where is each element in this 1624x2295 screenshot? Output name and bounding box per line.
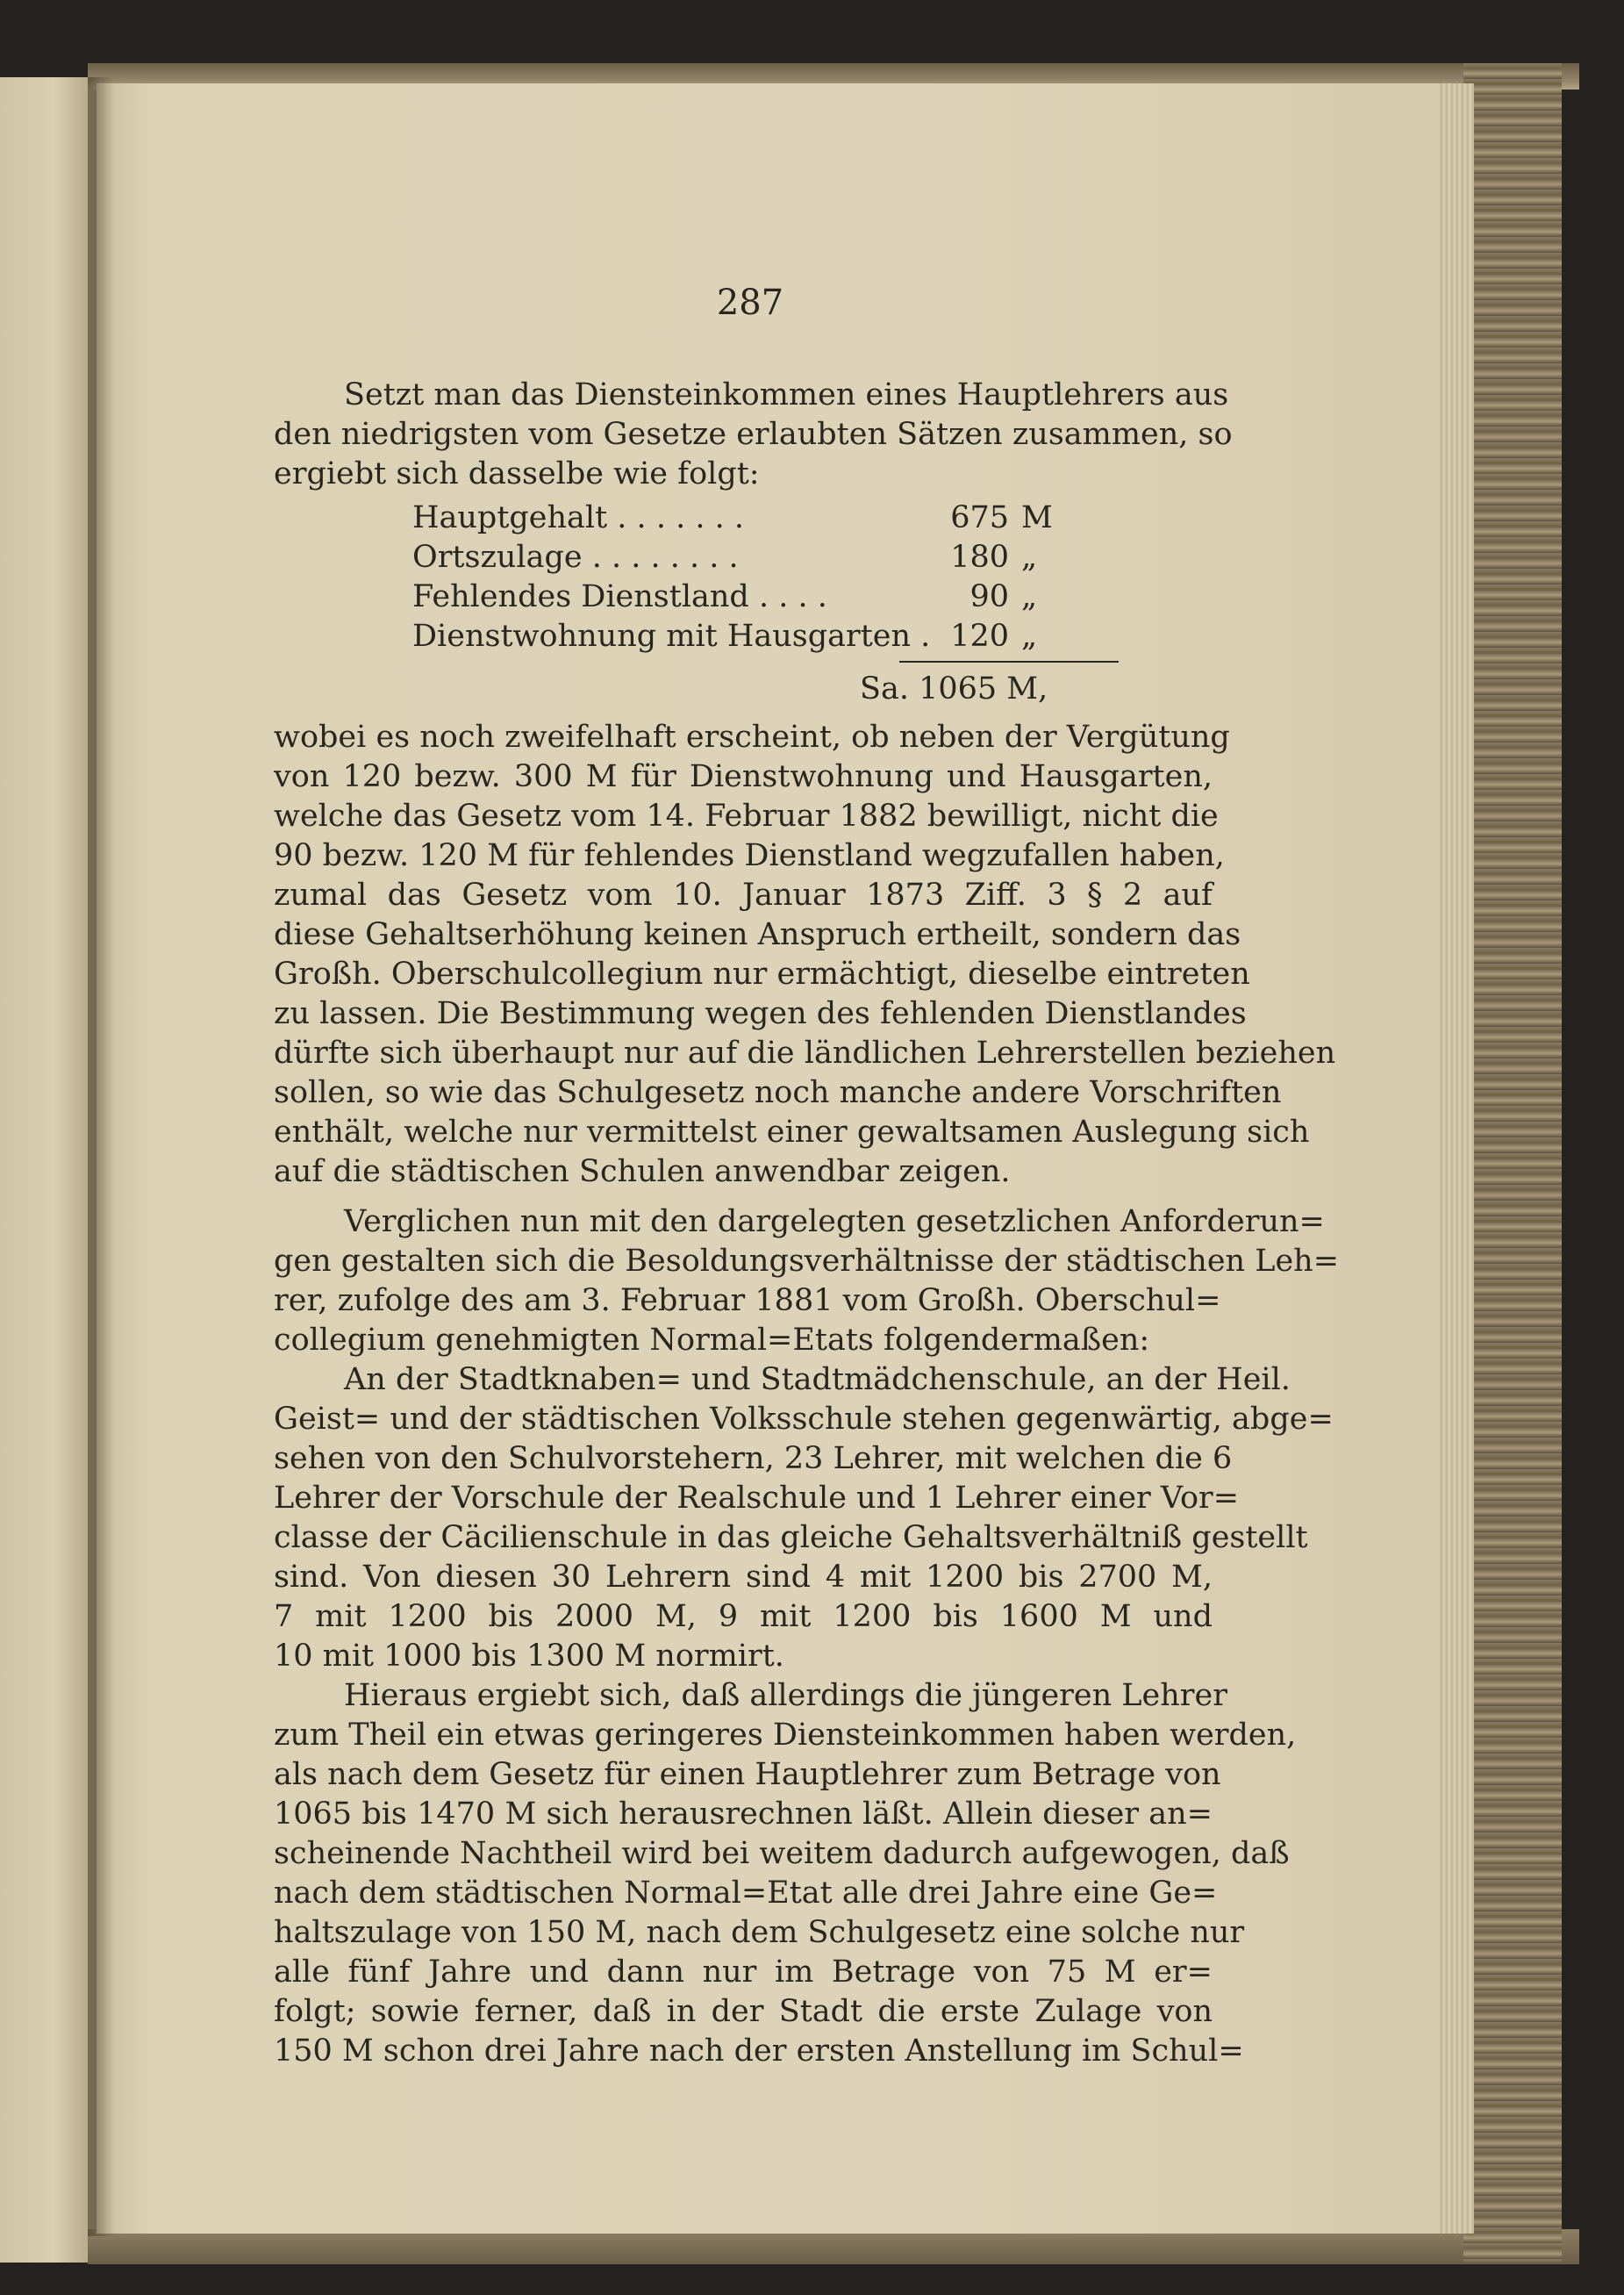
- text-line: 150 M schon drei Jahre nach der ersten Anstellung im Schul=: [274, 2033, 1244, 2069]
- text-line: Hieraus ergiebt sich, daß allerdings die jüngeren Lehrer: [344, 1678, 1227, 1713]
- book-bottom-edge: [88, 2229, 1579, 2264]
- text-line: An der Stadtknaben= und Stadtmädchenschule, an der Heil.: [344, 1362, 1291, 1397]
- text-line: sind. Von diesen 30 Lehrern sind 4 mit 1200 bis 2700 M,: [274, 1560, 1213, 1595]
- paragraph-4: [274, 1676, 1297, 2071]
- paragraph-3: [274, 1360, 1334, 1676]
- table-label: Hauptgehalt . . . . . . .: [412, 500, 744, 535]
- text-line: 7 mit 1200 bis 2000 M, 9 mit 1200 bis 1600 M und: [274, 1599, 1213, 1634]
- text-line: haltszulage von 150 M, nach dem Schulgesetz eine solche nur: [274, 1915, 1245, 1950]
- text-line: scheinende Nachtheil wird bei weitem dadurch aufgewogen, daß: [274, 1836, 1290, 1871]
- table-label: Ortszulage . . . . . . . .: [412, 540, 739, 575]
- text-line: 90 bezw. 120 M für fehlendes Dienstland wegzufallen haben,: [274, 838, 1225, 873]
- table-row: [412, 617, 1114, 656]
- table-label: Fehlendes Dienstland . . . .: [412, 579, 827, 614]
- text-line: welche das Gesetz vom 14. Februar 1882 bewilligt, nicht die: [274, 799, 1219, 834]
- text-line: von 120 bezw. 300 M für Dienstwohnung und Hausgarten,: [274, 759, 1213, 794]
- paragraph-1: [274, 718, 1336, 1192]
- paragraph-2: [274, 1202, 1340, 1360]
- text-line: diese Gehaltserhöhung keinen Anspruch ertheilt, sondern das: [274, 917, 1241, 952]
- sum-rule: [899, 661, 1119, 663]
- table-row: [412, 498, 1114, 538]
- text-line: classe der Cäcilienschule in das gleiche Gehaltsverhältniß gestellt: [274, 1520, 1308, 1555]
- previous-page-edge: [0, 77, 98, 2263]
- text-line: Setzt man das Diensteinkommen eines Hauptlehrers aus: [344, 377, 1229, 412]
- text-line: folgt; sowie ferner, daß in der Stadt die erste Zulage von: [274, 1994, 1213, 2029]
- text-line: ergiebt sich dasselbe wie folgt:: [274, 456, 760, 491]
- text-line: nach dem städtischen Normal=Etat alle drei Jahre eine Ge=: [274, 1875, 1218, 1911]
- text-line: Geist= und der städtischen Volksschule stehen gegenwärtig, abge=: [274, 1402, 1334, 1437]
- text-line: Verglichen nun mit den dargelegten gesetzlichen Anforderun=: [344, 1204, 1325, 1239]
- text-line: Großh. Oberschulcollegium nur ermächtigt, dieselbe eintreten: [274, 957, 1250, 992]
- table-sum: Sa. 1065 M,: [860, 671, 1048, 706]
- text-line: 10 mit 1000 bis 1300 M normirt.: [274, 1639, 784, 1674]
- text-line: Lehrer der Vorschule der Realschule und 1 Lehrer einer Vor=: [274, 1481, 1240, 1516]
- text-line: sollen, so wie das Schulgesetz noch manche andere Vorschriften: [274, 1075, 1282, 1110]
- text-line: zum Theil ein etwas geringeres Diensteinkommen haben werden,: [274, 1718, 1297, 1753]
- text-line: dürfte sich überhaupt nur auf die ländlichen Lehrerstellen beziehen: [274, 1036, 1336, 1071]
- page-stack-edge: [1439, 83, 1474, 2234]
- table-unit: „: [1021, 579, 1038, 614]
- text-line: rer, zufolge des am 3. Februar 1881 vom Großh. Oberschul=: [274, 1283, 1221, 1318]
- table-value: 90: [969, 579, 1009, 614]
- text-line: enthält, welche nur vermittelst einer gewaltsamen Auslegung sich: [274, 1115, 1310, 1150]
- gutter-shadow: [88, 77, 114, 2236]
- text-line: auf die städtischen Schulen anwendbar zeigen.: [274, 1154, 1011, 1189]
- text-line: 1065 bis 1470 M sich herausrechnen läßt. Allein dieser an=: [274, 1797, 1213, 1832]
- table-value: 120: [950, 619, 1009, 654]
- table-unit: M: [1021, 500, 1053, 535]
- text-line: zumal das Gesetz vom 10. Januar 1873 Ziff. 3 § 2 auf: [274, 878, 1213, 913]
- table-unit: „: [1021, 619, 1038, 654]
- text-line: als nach dem Gesetz für einen Hauptlehrer zum Betrage von: [274, 1757, 1221, 1792]
- table-label: Dienstwohnung mit Hausgarten .: [412, 619, 931, 654]
- table-value: 180: [950, 540, 1009, 575]
- text-line: wobei es noch zweifelhaft erscheint, ob neben der Vergütung: [274, 720, 1230, 755]
- text-line: den niedrigsten vom Gesetze erlaubten Sätzen zusammen, so: [274, 417, 1233, 452]
- intro-paragraph: [274, 376, 1233, 494]
- text-line: gen gestalten sich die Besoldungsverhältnisse der städtischen Leh=: [274, 1244, 1340, 1279]
- text-line: zu lassen. Die Bestimmung wegen des fehlenden Dienstlandes: [274, 996, 1247, 1031]
- text-line: alle fünf Jahre und dann nur im Betrage von 75 M er=: [274, 1954, 1213, 1990]
- table-unit: „: [1021, 540, 1038, 575]
- text-line: collegium genehmigten Normal=Etats folgendermaßen:: [274, 1323, 1150, 1358]
- table-value: 675: [950, 500, 1009, 535]
- text-line: sehen von den Schulvorstehern, 23 Lehrer, mit welchen die 6: [274, 1441, 1233, 1476]
- book-cover-edge: [1463, 63, 1562, 2262]
- table-row: [412, 577, 1114, 617]
- salary-table: [412, 498, 1114, 656]
- table-row: [412, 538, 1114, 577]
- page-number: 287: [716, 283, 784, 323]
